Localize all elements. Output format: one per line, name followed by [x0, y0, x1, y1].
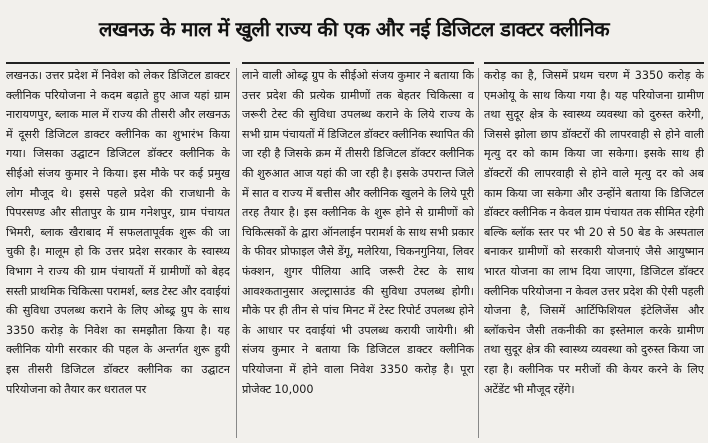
headline-rule-1	[6, 62, 230, 64]
article-headline: लखनऊ के माल में खुली राज्य की एक और नई डिजिटल डाक्टर क्लीनिक	[98, 17, 610, 41]
column-divider-2	[478, 68, 479, 438]
column-3-text: करोड़ का है, जिसमें प्रथम चरण में 3350 करोड़ के एमओयू के साथ किया गया है। यह परियोजना ग्रामीण तथा सुदूर क्षेत्र के स्वास्थ्य व्यवस्था को दुरुस्त करेगी, जिससे झोला छाप डॉक्टरों की लापरवाही से होने वाली मृत्यु दर को काम किया जा सकेगा। इसके साथ ही डॉक्टरों की लापरवाही से होने वाले मृत्यु दर को अब काम किया जा सकेगा और उन्होंने बताया कि डिजिटल डॉक्टर क्लीनिक न केवल ग्राम पंचायत तक सीमित रहेगी बल्कि ब्लॉक स्तर पर भी 20 से 50 बेड के अस्पताल बनाकर ग्रामीणों को सरकारी योजनाएं जैसे आयुष्मान भारत योजना का लाभ दिया जाएगा, डिजिटल डॉक्टर क्लीनिक परियोजना न केवल उत्तर प्रदेश की ऐसी पहली योजना है, जिसमें आर्टिफिशियल इंटेलिजेंस और ब्लॉकचेन जैसी तकनीकी का इस्तेमाल करके ग्रामीण तथा सुदूर क्षेत्र की स्वास्थ्य व्यवस्था को दुरुस्त किया जा रहा है। क्लीनिक पर मरीजों की केयर करने के लिए अटेंडेंट भी मौजूद रहेंगे।	[484, 69, 704, 396]
article-column-2	[242, 66, 474, 443]
column-1-text: लखनऊ। उत्तर प्रदेश में निवेश को लेकर डिजिटल डाक्टर क्लीनिक परियोजना ने कदम बढ़ाते हुए आज यहां ग्राम नारायणपुर, ब्लाक माल में राज्य की तीसरी और लखनऊ में दूसरी डिजिटल डाक्टर क्लीनिक का शुभारंभ किया गया। जिसका उद्घाटन डिजिटल डॉक्टर क्लीनिक के सीईओ संजय कुमार ने किया। इस मौके पर कई प्रमुख लोग मौजूद थे। इससे पहले प्रदेश की राजधानी के पिपरसण्ड और सीतापुर के ग्राम गनेशपुर, ग्राम पंचायत भिमरी, ब्लाक खैराबाद में सफलतापूर्वक शुरू की जा चुकी है। मालूम हो कि उत्तर प्रदेश सरकार के स्वास्थ्य विभाग ने राज्य की ग्राम पंचायतों में ग्रामीणों को बेहद सस्ती प्राथमिक चिकित्सा परामर्श, ब्लड टेस्ट और दवाईयां की सुविधा उपलब्ध कराने के लिए ओब्ढ्र ग्रुप के साथ 3350 करोड़ के निवेश का समझौता किया है। यह क्लीनिक योगी सरकार की पहल के अन्तर्गत शुरू हुयी इस तीसरी डिजिटल डॉक्टर क्लीनिक का उद्घाटन परियोजना को तैयार कर धरातल पर	[6, 69, 230, 396]
headline-rule-2	[242, 62, 474, 64]
column-2-text: लाने वाली ओब्ढ्र ग्रुप के सीईओ संजय कुमार ने बताया कि उत्तर प्रदेश की प्रत्येक ग्रामीणों तक बेहतर चिकित्सा व जरूरी टेस्ट की सुविधा उपलब्ध कराने के लिये राज्य के सभी ग्राम पंचायतों में डिजिटल डॉक्टर क्लीनिक स्थापित की जा रही है जिसके क्रम में तीसरी डिजिटल डॉक्टर क्लीनिक की शुरुआत आज यहां की जा रही है। इसके उपरान्त जिले में सात व राज्य में बत्तीस और क्लीनिक खुलने के लिये पूरी तरह तैयार है। इस क्लीनिक के शुरू होने से ग्रामीणों को चिकित्सकों के द्वारा ऑनलाईन परामर्श के साथ सभी प्रकार के फीवर प्रोफाइल जैसे डेंगू, मलेरिया, चिकनगुनिया, लिवर फंक्शन, शुगर पीलिया आदि जरूरी टेस्ट के साथ आवश्कतानुसार अल्ट्रासाउंड की सुविधा उपलब्ध होगी। मौके पर ही तीन से पांच मिनट में टेस्ट रिपोर्ट उपलब्ध होने के आधार पर दवाईयां भी उपलब्ध करायी जायेगी। श्री संजय कुमार ने बताया कि डिजिटल डाक्टर क्लीनिक परियोजना में होने वाला निवेश 3350 करोड़ है। पूरा प्रोजेक्ट 10,000	[242, 69, 474, 396]
article-column-3	[484, 66, 704, 443]
headline-rule-3	[484, 62, 704, 64]
column-divider-1	[236, 68, 237, 438]
article-column-1	[6, 66, 230, 443]
